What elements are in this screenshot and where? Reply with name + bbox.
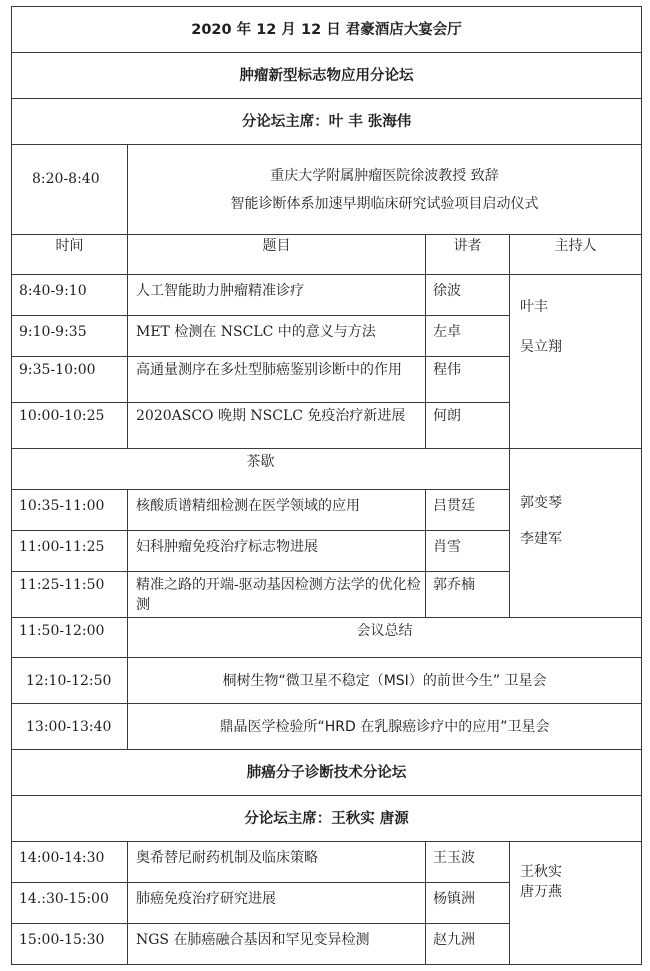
forum2-hosts (510, 842, 642, 965)
forum1-title: 肿瘤新型标志物应用分论坛 (12, 53, 642, 99)
satellite1-title: 桐树生物“微卫星不稳定（MSI）的前世今生” 卫星会 (128, 658, 642, 704)
session1-row1-topic: 人工智能助力肿瘤精准诊疗 (128, 275, 426, 316)
session2-row2-speaker: 肖雪 (426, 531, 510, 572)
opening-line-1: 重庆大学附属肿瘤医院徐波教授 致辞 (270, 167, 499, 184)
agenda-table (11, 6, 642, 965)
forum2-row1-speaker: 王玉波 (426, 842, 510, 883)
session2-row1-speaker: 吕贯廷 (426, 490, 510, 531)
agenda-sheet (11, 6, 641, 965)
session1-host-1: 叶丰 (520, 299, 548, 315)
forum2-chairs: 分论坛主席：王秋实 唐源 (12, 796, 642, 842)
session1-row1-time: 8:40-9:10 (12, 275, 128, 316)
session2-row3-topic: 精准之路的开端-驱动基因检测方法学的优化检测 (128, 572, 426, 618)
session1-row1-speaker: 徐波 (426, 275, 510, 316)
date-venue-heading: 2020 年 12 月 12 日 君豪酒店大宴会厅 (12, 7, 642, 53)
tea-break: 茶歇 (12, 449, 510, 490)
session2-row2-topic: 妇科肿瘤免疫治疗标志物进展 (128, 531, 426, 572)
col-header-topic: 题目 (128, 235, 426, 275)
forum2-title: 肺癌分子诊断技术分论坛 (12, 750, 642, 796)
session1-row4-speaker: 何朗 (426, 403, 510, 449)
forum2-host-2: 唐万燕 (520, 884, 562, 900)
session2-row3-speaker: 郭乔楠 (426, 572, 510, 618)
session1-row3-speaker: 程伟 (426, 357, 510, 403)
col-header-host: 主持人 (510, 235, 642, 275)
summary-time: 11:50-12:00 (12, 618, 128, 658)
opening-ceremony (128, 145, 642, 235)
forum2-row3-speaker: 赵九洲 (426, 924, 510, 965)
opening-time: 8:20-8:40 (12, 145, 128, 235)
forum2-row3-time: 15:00-15:30 (12, 924, 128, 965)
satellite2-time: 13:00-13:40 (12, 704, 128, 750)
session1-row4-time: 10:00-10:25 (12, 403, 128, 449)
satellite1-time: 12:10-12:50 (12, 658, 128, 704)
session2-host-2: 李建军 (520, 531, 562, 547)
session2-row2-time: 11:00-11:25 (12, 531, 128, 572)
col-header-speaker: 讲者 (426, 235, 510, 275)
session2-row3-time: 11:25-11:50 (12, 572, 128, 618)
forum2-host-1: 王秋实 (520, 864, 562, 880)
forum2-row1-topic: 奥希替尼耐药机制及临床策略 (128, 842, 426, 883)
table-row (12, 275, 642, 316)
forum2-row2-topic: 肺癌免疫治疗研究进展 (128, 883, 426, 924)
forum2-row2-speaker: 杨镇洲 (426, 883, 510, 924)
session1-row2-speaker: 左卓 (426, 316, 510, 357)
forum2-row2-time: 14.:30-15:00 (12, 883, 128, 924)
forum1-chairs: 分论坛主席：叶 丰 张海伟 (12, 99, 642, 145)
table-row (12, 842, 642, 883)
satellite2-title: 鼎晶医学检验所“HRD 在乳腺癌诊疗中的应用”卫星会 (128, 704, 642, 750)
session2-row1-time: 10:35-11:00 (12, 490, 128, 531)
session2-hosts (510, 449, 642, 618)
session2-host-1: 郭变琴 (520, 495, 562, 511)
session2-row1-topic: 核酸质谱精细检测在医学领域的应用 (128, 490, 426, 531)
session1-hosts (510, 275, 642, 449)
forum2-row3-topic: NGS 在肺癌融合基因和罕见变异检测 (128, 924, 426, 965)
session1-row2-time: 9:10-9:35 (12, 316, 128, 357)
col-header-time: 时间 (12, 235, 128, 275)
session1-row3-time: 9:35-10:00 (12, 357, 128, 403)
summary-label: 会议总结 (128, 618, 642, 658)
session1-row2-topic: MET 检测在 NSCLC 中的意义与方法 (128, 316, 426, 357)
forum2-row1-time: 14:00-14:30 (12, 842, 128, 883)
session1-host-2: 吴立翔 (520, 339, 562, 355)
session1-row3-topic: 高通量测序在多灶型肺癌鉴别诊断中的作用 (128, 357, 426, 403)
session1-row4-topic: 2020ASCO 晚期 NSCLC 免疫治疗新进展 (128, 403, 426, 449)
opening-line-2: 智能诊断体系加速早期临床研究试验项目启动仪式 (230, 195, 539, 212)
